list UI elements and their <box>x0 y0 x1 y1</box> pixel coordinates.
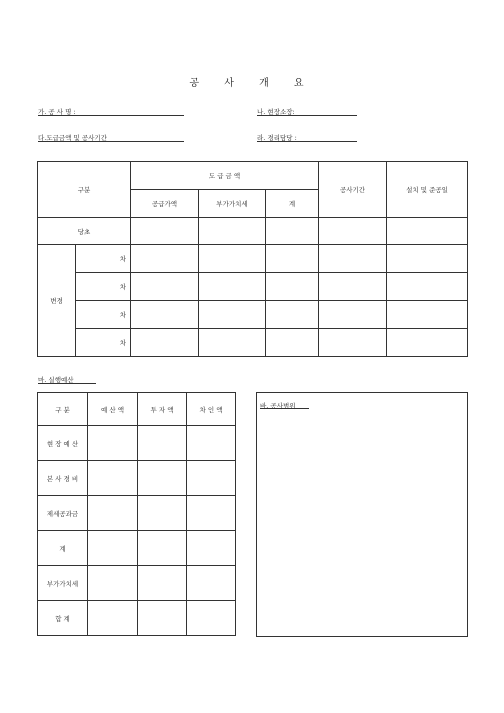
budget-header: 투 자 액 <box>138 393 187 426</box>
budget-row-label: 부가가치세 <box>38 566 88 601</box>
cell <box>187 496 236 531</box>
cell <box>319 301 387 329</box>
cell <box>88 531 138 566</box>
cell <box>319 273 387 301</box>
budget-header: 차 인 액 <box>187 393 236 426</box>
field-accountant-line <box>257 141 357 142</box>
budget-row-label: 계 <box>38 531 88 566</box>
cell <box>319 245 387 273</box>
budget-row-label: 제세공과금 <box>38 496 88 531</box>
header-gubun: 구분 <box>38 162 131 218</box>
header-period: 공사기간 <box>319 162 387 218</box>
row-cha: 차 <box>76 329 131 357</box>
cell <box>88 496 138 531</box>
field-accountant: 라. 경리담당 : <box>257 134 297 142</box>
row-initial: 당초 <box>38 218 131 245</box>
section-budget-line <box>38 383 96 384</box>
cell <box>266 218 319 245</box>
page-title: 공 사 개 요 <box>189 78 315 89</box>
cell <box>266 245 319 273</box>
cell <box>199 273 266 301</box>
row-change: 변경 <box>38 245 76 357</box>
header-vat: 부가가치세 <box>199 190 266 218</box>
cell <box>138 531 187 566</box>
cell <box>138 496 187 531</box>
section-scope-line <box>260 408 309 409</box>
cell <box>266 329 319 357</box>
cell <box>319 329 387 357</box>
cell <box>266 273 319 301</box>
budget-header: 예 산 액 <box>88 393 138 426</box>
field-contract-amount: 다.도급금액 및 공사기간 <box>38 134 107 142</box>
cell <box>138 601 187 636</box>
cell <box>187 461 236 496</box>
field-contract-amount-line <box>38 141 184 142</box>
cell <box>88 426 138 461</box>
row-cha: 차 <box>76 301 131 329</box>
cell <box>187 531 236 566</box>
cell <box>199 245 266 273</box>
cell <box>131 301 199 329</box>
cell <box>138 461 187 496</box>
section-scope-label: 바. 공사범위 <box>260 402 296 410</box>
cell <box>138 566 187 601</box>
cell <box>199 329 266 357</box>
field-site-manager: 나. 현장소장: <box>257 108 295 116</box>
cell <box>138 426 187 461</box>
row-cha: 차 <box>76 245 131 273</box>
header-total: 계 <box>266 190 319 218</box>
section-budget-label: 마. 실행예산 <box>38 376 74 384</box>
budget-table <box>37 392 236 636</box>
cell <box>387 245 468 273</box>
budget-header: 구 분 <box>38 393 88 426</box>
field-project-name-line <box>38 115 184 116</box>
field-project-name: 가. 공 사 명 : <box>38 108 76 116</box>
cell <box>88 566 138 601</box>
cell <box>319 218 387 245</box>
budget-row-label: 합 계 <box>38 601 88 636</box>
budget-row-label: 현 장 예 산 <box>38 426 88 461</box>
scope-box <box>256 392 468 637</box>
cell <box>199 218 266 245</box>
cell <box>387 301 468 329</box>
cell <box>387 329 468 357</box>
cell <box>88 601 138 636</box>
header-supply: 공급가액 <box>131 190 199 218</box>
cell <box>387 273 468 301</box>
cell <box>88 461 138 496</box>
cell <box>187 601 236 636</box>
budget-row-label: 본 사 경 비 <box>38 461 88 496</box>
cell <box>131 245 199 273</box>
header-dates: 설치 및 준공일 <box>387 162 468 218</box>
header-contract-amount: 도 급 금 액 <box>131 162 319 190</box>
cell <box>199 301 266 329</box>
cell <box>131 273 199 301</box>
cell <box>187 426 236 461</box>
field-site-manager-line <box>257 115 357 116</box>
cell <box>131 218 199 245</box>
cell <box>266 301 319 329</box>
cell <box>387 218 468 245</box>
contract-table <box>37 161 468 357</box>
cell <box>131 329 199 357</box>
row-cha: 차 <box>76 273 131 301</box>
cell <box>187 566 236 601</box>
